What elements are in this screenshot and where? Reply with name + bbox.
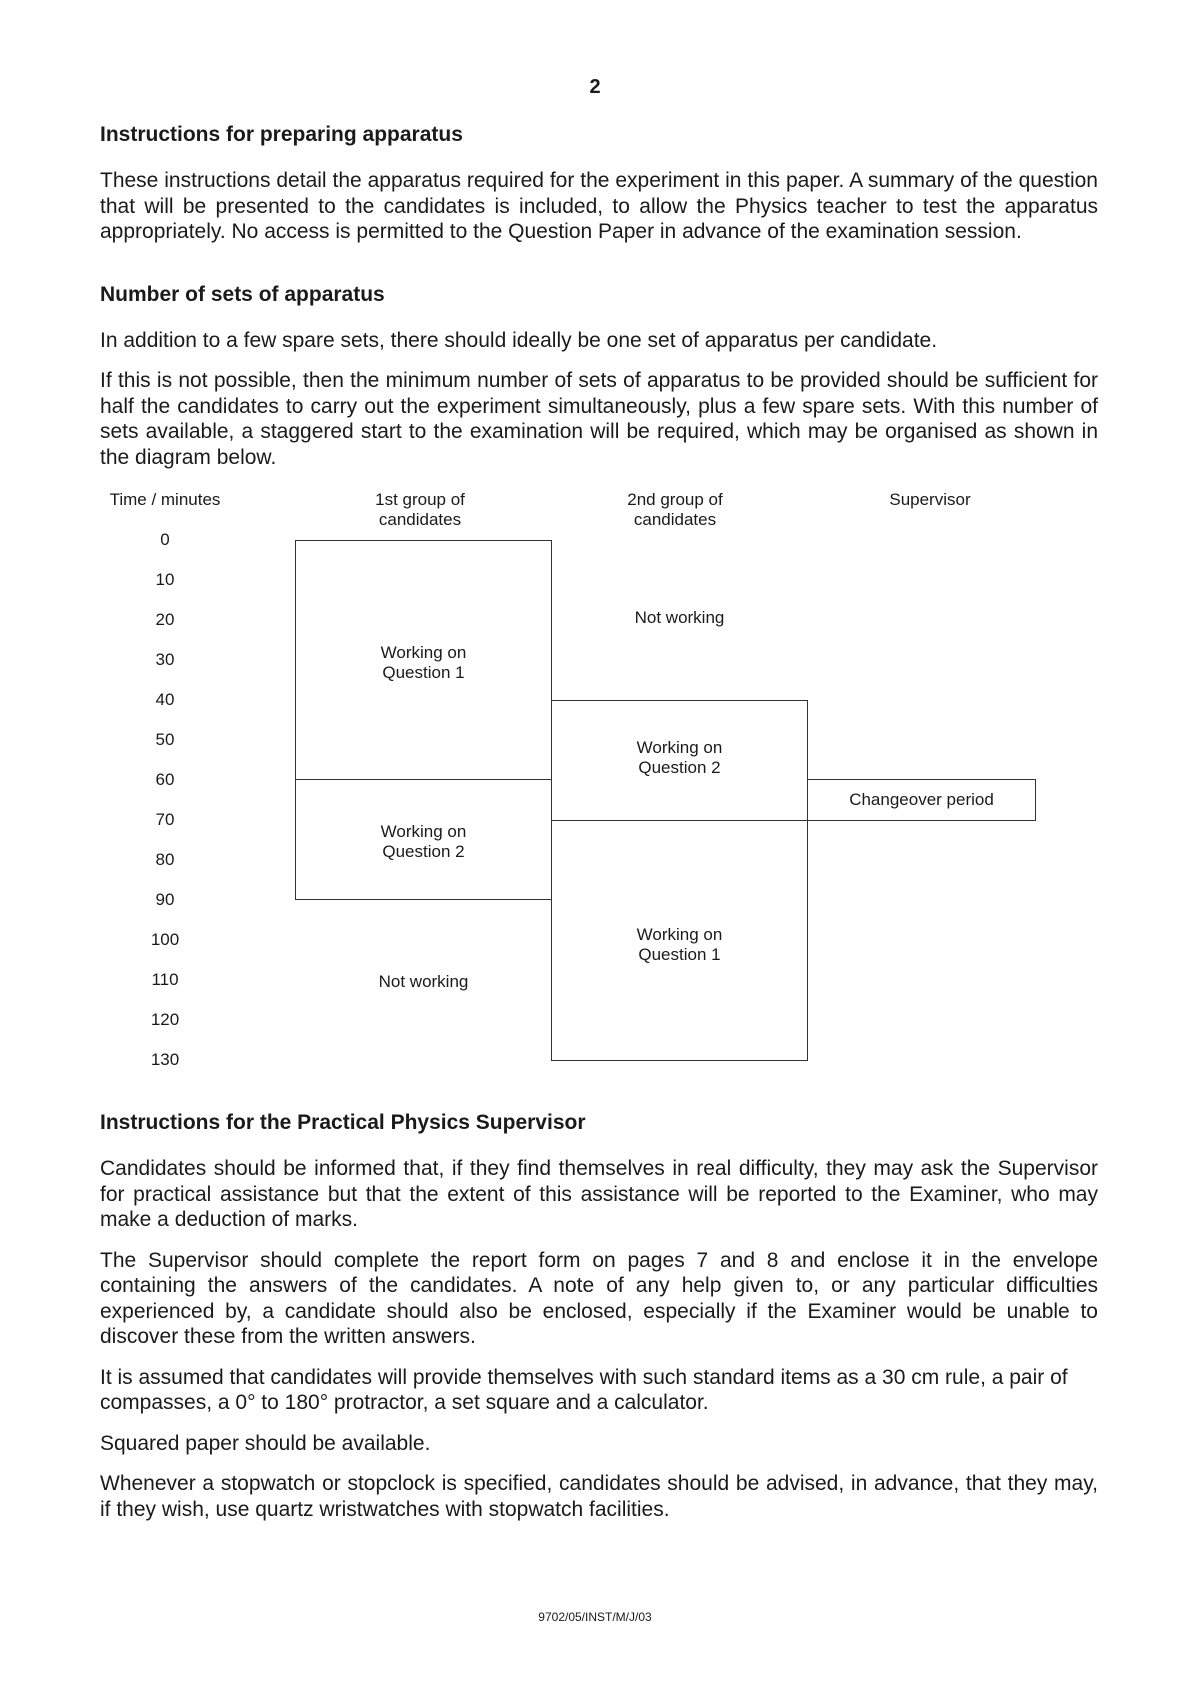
heading-preparing-apparatus: Instructions for preparing apparatus <box>100 123 463 146</box>
heading-supervisor-instructions: Instructions for the Practical Physics Supervisor <box>100 1111 586 1134</box>
time-tick: 130 <box>150 1050 180 1069</box>
group2-not-working-label: Not working <box>634 608 725 627</box>
paragraph-supervisor-3: It is assumed that candidates will provide themselves with such standard items as a 30 cm rule, a pair of compasses, a 0° to 180° protractor, a set square and a calculator. <box>100 1365 1068 1414</box>
label-line: Working on <box>636 925 723 944</box>
time-tick: 110 <box>151 970 179 989</box>
time-tick: 70 <box>155 810 175 829</box>
group1-q2-label <box>295 822 552 862</box>
group1-not-working-label: Not working <box>378 972 469 991</box>
time-tick: 0 <box>160 530 170 549</box>
header-time: Time / minutes <box>109 490 221 509</box>
label-line: Question 1 <box>382 663 465 682</box>
label-line: Question 1 <box>638 945 721 964</box>
time-tick: 10 <box>155 570 175 589</box>
staggered-start-diagram <box>100 490 1098 1090</box>
header-group2 <box>550 490 800 530</box>
label-line: Working on <box>380 822 467 841</box>
paragraph-supervisor-2: The Supervisor should complete the report form on pages 7 and 8 and enclose it in the envelope containing the answers of the candidates. A note of any help given to, or any particular difficulties experienced by, a candidate should also be enclosed, especially if the Examiner would be unable to discover these from the written answers. <box>100 1248 1098 1348</box>
paragraph-preparing-apparatus: These instructions detail the apparatus required for the experiment in this paper. A summary of the question that will be presented to the candidates is included, to allow the Physics teacher to test the apparatus appropriately. No access is permitted to the Question Paper in advance of the examination session. <box>100 169 1098 243</box>
paragraph-sets-2: If this is not possible, then the minimum number of sets of apparatus to be provided should be sufficient for half the candidates to carry out the experiment simultaneously, plus a few spare sets. With this number of sets available, a staggered start to the examination will be required, which may be organised as shown in the diagram below. <box>100 369 1098 469</box>
time-tick: 50 <box>155 730 175 749</box>
header-group1 <box>295 490 545 530</box>
label-line: Question 2 <box>638 758 721 777</box>
time-tick: 80 <box>155 850 175 869</box>
group1-q1-label <box>295 643 552 683</box>
group2-q1-label <box>551 925 808 965</box>
time-tick: 30 <box>155 650 175 669</box>
time-tick: 100 <box>150 930 180 949</box>
label-line: Question 2 <box>382 842 465 861</box>
time-tick: 60 <box>155 770 175 789</box>
header-group1-line2: candidates <box>378 510 462 529</box>
paragraph-supervisor-1: Candidates should be informed that, if they find themselves in real difficulty, they may ask the Supervisor for practical assistance but that the extent of this assistance will be reported to the Examiner, who may make a deduction of marks. <box>100 1157 1098 1231</box>
label-line: Working on <box>636 738 723 757</box>
label-line: Working on <box>380 643 467 662</box>
header-group2-line2: candidates <box>633 510 717 529</box>
time-tick: 120 <box>150 1010 180 1029</box>
changeover-label: Changeover period <box>849 790 994 809</box>
page-number: 2 <box>589 76 601 98</box>
group2-q2-label <box>551 738 808 778</box>
time-tick: 20 <box>155 610 175 629</box>
document-body <box>100 122 1098 1537</box>
paragraph-supervisor-4: Squared paper should be available. <box>100 1431 431 1455</box>
header-supervisor: Supervisor <box>889 490 971 509</box>
header-group2-line1: 2nd group of <box>627 490 723 509</box>
paragraph-sets-1: In addition to a few spare sets, there should ideally be one set of apparatus per candidate. <box>100 328 938 352</box>
time-tick: 40 <box>155 690 175 709</box>
time-tick: 90 <box>155 890 175 909</box>
document-code-footer: 9702/05/INST/M/J/03 <box>538 1610 652 1624</box>
heading-number-of-sets: Number of sets of apparatus <box>100 282 385 306</box>
header-group1-line1: 1st group of <box>375 490 465 509</box>
paragraph-supervisor-5: Whenever a stopwatch or stopclock is specified, candidates should be advised, in advance, that they may, if they wish, use quartz wristwatches with stopwatch facilities. <box>100 1472 1098 1521</box>
